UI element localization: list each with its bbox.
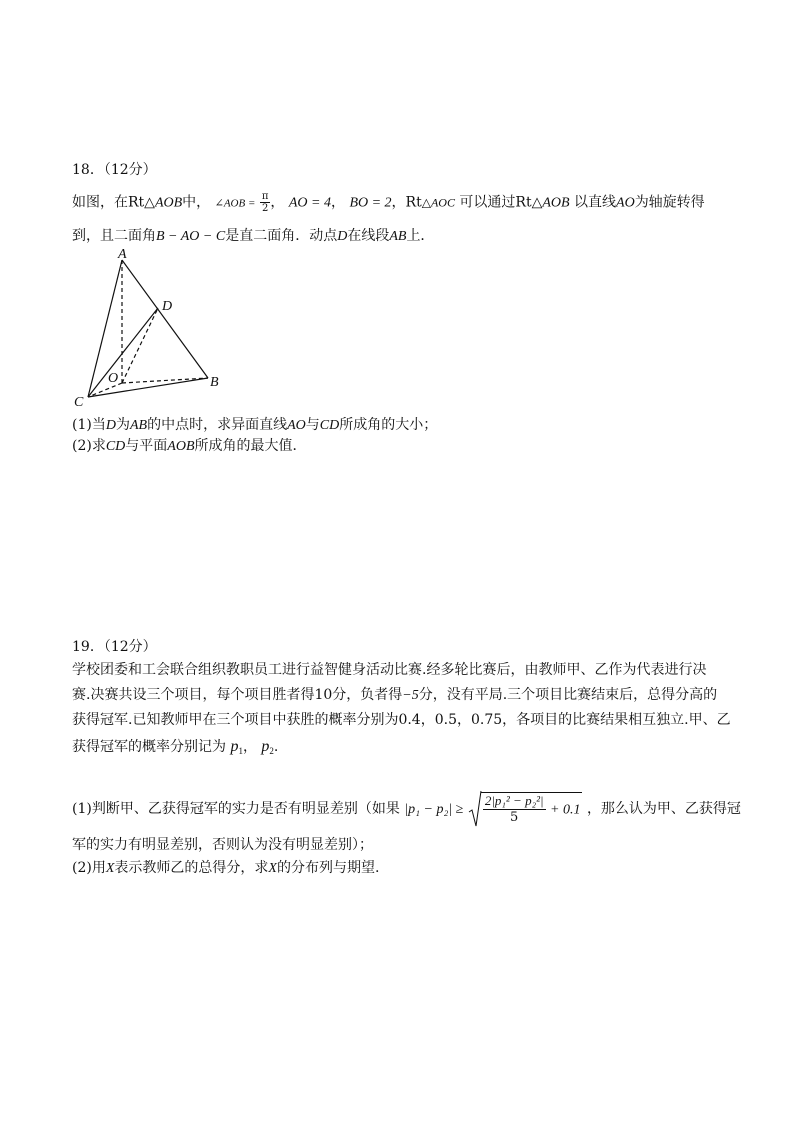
q19-header: 19．（12分） [72, 639, 157, 655]
edge-od [122, 308, 158, 383]
q19-line1: 学校团委和工会联合组织教职员工进行益智健身活动比赛.经多轮比赛后，由教师甲、乙作为代表进行决 [72, 662, 707, 678]
q18-part1: (1)当D为AB的中点时，求异面直线AO与CD所成角的大小； [72, 417, 438, 433]
inequality-lhs: |p₁ − p₂| ≥ [404, 802, 464, 817]
p2-symbol: $p_2$ [261, 738, 274, 756]
q18-part2: (2)求CD与平面AOB所成角的最大值． [72, 438, 307, 454]
label-o: O [108, 371, 119, 386]
dihedral-angle: B − AO − C [156, 229, 226, 244]
p1-symbol: $p_1$ [230, 738, 243, 756]
edge-ab [122, 260, 208, 378]
q18-line2: 到，且二面角B − AO − C是直二面角．动点D在线段AB上． [72, 228, 435, 244]
pi-over-2-fraction: $\frac{\pi}{2}$ [261, 191, 269, 214]
radical-sign-icon [468, 790, 482, 828]
label-a: A [118, 247, 127, 262]
bo-equation: BO = 2 [349, 195, 392, 211]
q19-line4: 获得冠军的概率分别记为 $p_1$， $p_2$. [72, 738, 279, 756]
q19-line2: 赛.决赛共设三个项目，每个项目胜者得10分，负者得−5分，没有平局.三个项目比赛结束后，总得分高的 [72, 687, 718, 703]
sqrt-expression: $\frac{\text{2|p₁² − p₂²|}}{5}$ + 0.1 [468, 790, 583, 828]
tetrahedron-figure [70, 246, 240, 408]
angle-aob-label: ∠AOB = [214, 197, 256, 210]
q19-part1-line1: (1)判断甲、乙获得冠军的实力是否有明显差别（如果 |p₁ − p₂| ≥ $\frac{\text{2|p₁² − p₂²|}}{5}$ + 0.1 ，那么认为甲、乙获得冠 [72, 790, 741, 828]
q19-part1-line2: 军的实力有明显差别，否则认为没有明显差别）； [72, 837, 373, 853]
edge-cb [88, 378, 208, 397]
label-b: B [210, 375, 219, 390]
ao-equation: AO = 4 [288, 195, 331, 211]
q19-part2: (2)用X表示教师乙的总得分，求X的分布列与期望. [72, 860, 380, 876]
label-c: C [74, 395, 84, 408]
q18-line1: 如图，在Rt△AOB中， ∠AOB = $\frac{\pi}{2}$ ， AO = 4， BO = 2，Rt△AOC 可以通过Rt△AOB 以直线AO为轴旋转得 [72, 191, 705, 214]
q19-line3: 获得冠军.已知教师甲在三个项目中获胜的概率分别为0.4，0.5，0.75，各项目的比赛结果相互独立.甲、乙 [72, 712, 731, 728]
q18-header: 18．（12分） [72, 162, 157, 178]
label-d: D [162, 299, 173, 314]
